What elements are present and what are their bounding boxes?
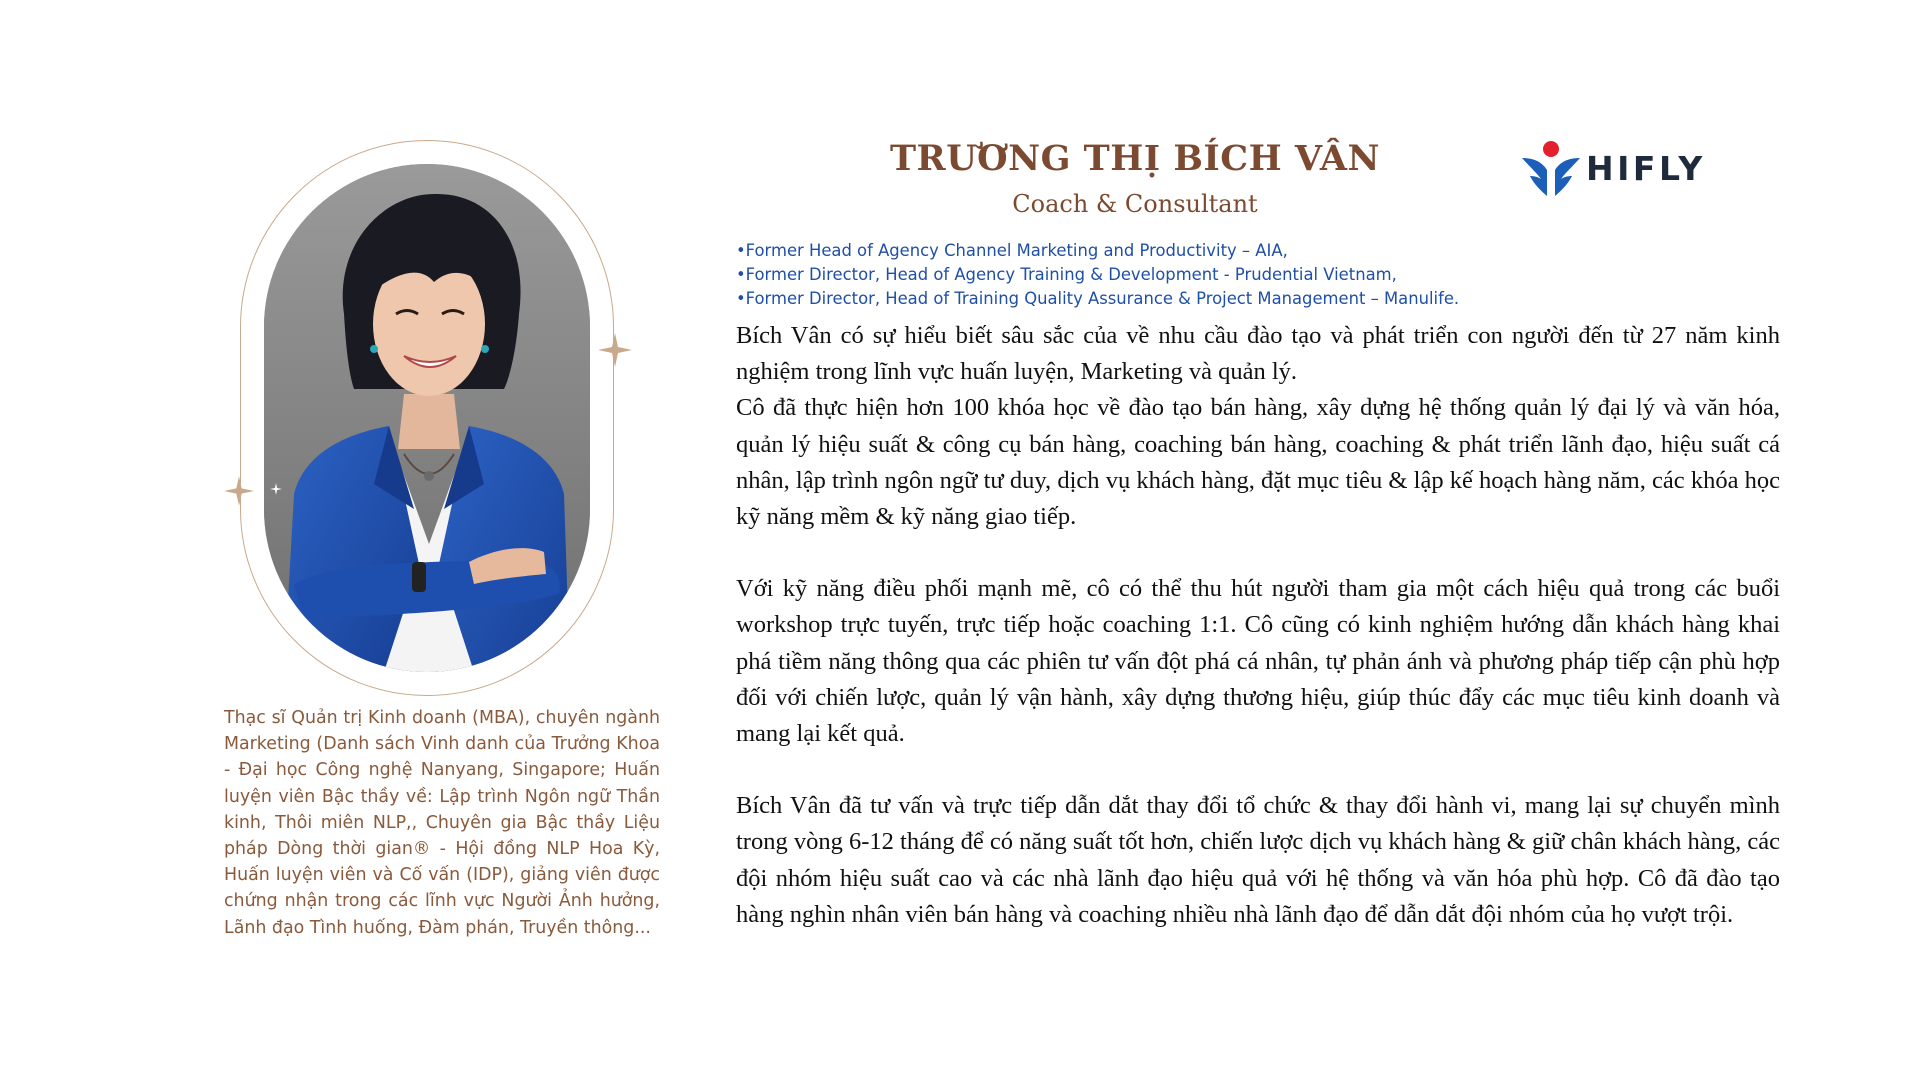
bio-paragraph: Cô đã thực hiện hơn 100 khóa học về đào tạo bán hàng, xây dựng hệ thống quản lý đại lý và văn hóa, quản lý hiệu suất & công cụ bán hàng, coaching bán hàng, coaching & phát triển lãnh đạo, hiệu suất cá nhân, lập trình ngôn ngữ tư duy, dịch vụ khách hàng, đặt mục tiêu & lập kế hoạch hàng năm, các khóa học kỹ năng mềm & kỹ năng giao tiếp. [736,394,1780,531]
biography-body [736,318,1780,933]
bio-paragraph: Bích Vân đã tư vấn và trực tiếp dẫn dắt thay đổi tổ chức & thay đổi hành vi, mang lại sự chuyển mình trong vòng 6-12 tháng để có năng suất tốt hơn, chiến lược dịch vụ khách hàng & giữ chân khách hàng, các đội nhóm hiệu suất cao và các nhà lãnh đạo hiệu quả với hệ thống và văn hóa phù hợp. Cô đã đào tạo hàng nghìn nhân viên bán hàng và coaching nhiều nhà lãnh đạo để dẫn dắt đội nhóm của họ vượt trội. [736,792,1780,928]
hifly-logo-text: HIFLY [1586,149,1706,188]
education-summary: Thạc sĩ Quản trị Kinh doanh (MBA), chuyên ngành Marketing (Danh sách Vinh danh của Trưởng Khoa - Đại học Công nghệ Nanyang, Singapore; Huấn luyện viên Bậc thầy về: Lập trình Ngôn ngữ Thần kinh, Thôi miên NLP,, Chuyên gia Bậc thầy Liệu pháp Dòng thời gian® - Hội đồng NLP Hoa Kỳ, Huấn luyện viên và Cố vấn (IDP), giảng viên được chứng nhận trong các lĩnh vực Người Ảnh hưởng, Lãnh đạo Tình huống, Đàm phán, Truyền thông... [224,708,660,938]
hifly-logo [1520,140,1720,198]
bio-paragraph: Với kỹ năng điều phối mạnh mẽ, cô có thể thu hút người tham gia một cách hiệu quả trong các buổi workshop trực tuyến, trực tiếp hoặc coaching 1:1. Cô cũng có kinh nghiệm hướng dẫn khách hàng khai phá tiềm năng thông qua các phiên tư vấn đột phá cá nhân, tự phản ánh và phương pháp tiếp cận phù hợp đối với chiến lược, quản lý vận hành, xây dựng thương hiệu, giúp thúc đẩy các mục tiêu kinh doanh và mang lại kết quả. [736,575,1780,748]
bio-paragraph: Bích Vân có sự hiểu biết sâu sắc của về nhu cầu đào tạo và phát triển con người đến từ 27 năm kinh nghiệm trong lĩnh vực huấn luyện, Marketing và quản lý. [736,322,1780,386]
person-name: TRƯƠNG THỊ BÍCH VÂN [889,138,1381,179]
sparkle-icon [224,476,254,506]
role-item: •Former Director, Head of Training Quality Assurance & Project Management – Manulife. [736,289,1460,308]
role-item: •Former Head of Agency Channel Marketing and Productivity – AIA, [736,241,1288,260]
sparkle-small-icon [270,483,282,495]
sparkle-icon [598,333,632,367]
portrait-photo [264,164,590,672]
person-title: Coach & Consultant [1012,190,1258,218]
former-roles-list [736,239,1459,311]
portrait-illustration [264,164,590,672]
hifly-logo-mark [1520,140,1582,198]
role-item: •Former Director, Head of Agency Training & Development - Prudential Vietnam, [736,265,1397,284]
